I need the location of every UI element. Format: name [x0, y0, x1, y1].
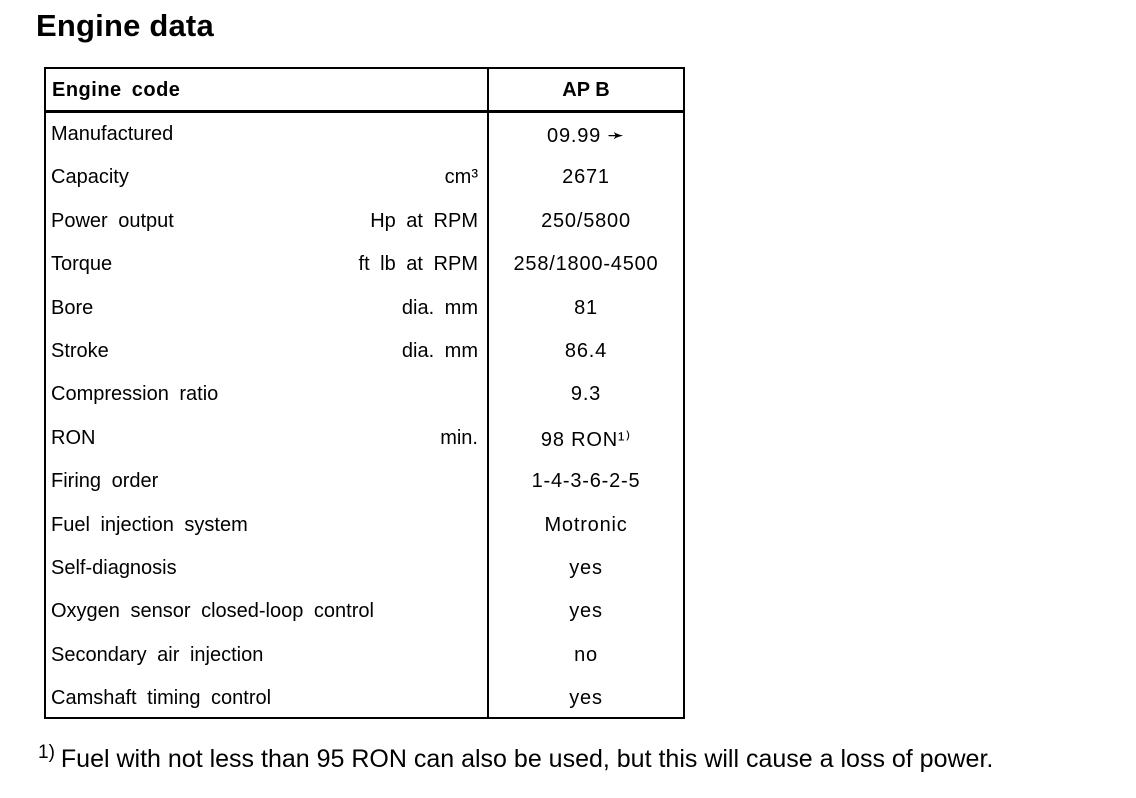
table-row — [46, 460, 683, 503]
table-row — [46, 417, 683, 460]
page-title: Engine data — [36, 8, 214, 43]
row-value: yes — [569, 600, 603, 623]
row-label: Power output — [51, 209, 174, 232]
table-row — [46, 243, 683, 286]
table-row — [46, 200, 683, 243]
table-row — [46, 373, 683, 416]
row-label: Bore — [51, 296, 94, 319]
table-row — [46, 287, 683, 330]
row-value: 86.4 — [564, 339, 608, 362]
row-value: 09.99 ➛ — [547, 125, 625, 147]
footnote-marker: 1) — [38, 742, 55, 763]
row-label: RON — [51, 426, 96, 449]
row-value: 258/1800-4500 — [513, 253, 659, 276]
row-unit: cm³ — [444, 166, 478, 189]
table-row — [46, 547, 683, 590]
row-label: Compression ratio — [51, 383, 219, 406]
row-value: yes — [569, 687, 603, 710]
header-engine-code-value: AP B — [562, 79, 610, 101]
row-value: 81 — [574, 296, 598, 319]
footnote — [38, 742, 993, 774]
row-value: no — [574, 643, 598, 666]
engine-data-table — [44, 67, 685, 719]
row-label: Firing order — [51, 470, 159, 493]
table-row — [46, 156, 683, 199]
row-unit: ft lb at RPM — [358, 253, 478, 276]
row-label: Stroke — [51, 339, 109, 362]
table-body — [46, 113, 683, 720]
row-value: 9.3 — [570, 383, 602, 406]
row-value: 250/5800 — [541, 209, 631, 232]
table-row — [46, 677, 683, 720]
row-unit: Hp at RPM — [370, 209, 478, 232]
row-label: Secondary air injection — [51, 643, 264, 666]
row-label: Capacity — [51, 166, 129, 189]
row-value: Motronic — [544, 513, 628, 536]
row-label: Fuel injection system — [51, 513, 248, 536]
table-row — [46, 330, 683, 373]
table-row — [46, 590, 683, 633]
row-label: Self-diagnosis — [51, 556, 177, 579]
table-header-row — [46, 69, 683, 113]
table-row — [46, 113, 683, 156]
table-row — [46, 504, 683, 547]
row-value: 1-4-3-6-2-5 — [531, 470, 641, 493]
row-label: Camshaft timing control — [51, 687, 272, 710]
footnote-text: Fuel with not less than 95 RON can also be used, but this will cause a loss of power. — [60, 745, 994, 773]
table-row — [46, 634, 683, 677]
row-value: yes — [569, 556, 603, 579]
row-label: Torque — [51, 253, 113, 276]
row-label: Manufactured — [51, 123, 174, 145]
row-unit: dia. mm — [401, 339, 478, 362]
row-unit: dia. mm — [401, 296, 478, 319]
row-unit: min. — [440, 426, 478, 449]
header-engine-code-label: Engine code — [52, 79, 181, 101]
row-value: 98 RON¹⁾ — [540, 428, 632, 451]
row-value: 2671 — [562, 166, 610, 189]
row-label: Oxygen sensor closed-loop control — [51, 600, 374, 623]
